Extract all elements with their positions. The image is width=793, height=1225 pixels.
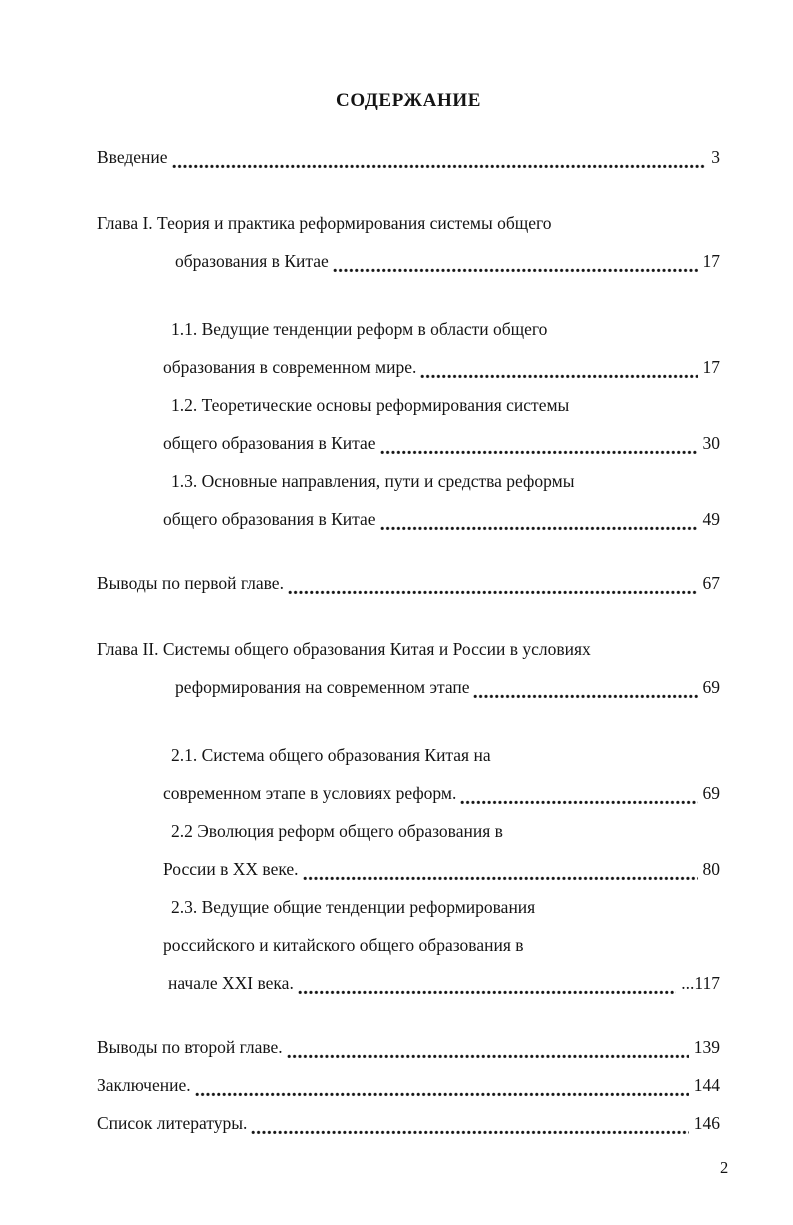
toc-content <box>97 0 720 1142</box>
toc-entry-text: Глава II. Системы общего образования Китая и России в условиях <box>97 639 591 659</box>
footer-page-number: 2 <box>720 1158 729 1177</box>
toc-page-number: 146 <box>693 1113 720 1133</box>
dot-leader <box>333 268 698 273</box>
toc-entry <box>97 1028 720 1066</box>
toc-entry-line <box>97 630 720 668</box>
toc-entry-text: образования в Китае <box>175 251 329 271</box>
toc-page-number: 30 <box>702 433 720 453</box>
toc-entry <box>97 386 720 462</box>
dot-leader <box>303 876 698 881</box>
toc-entry <box>97 888 720 1002</box>
toc-entry-text: общего образования в Китае <box>163 433 376 453</box>
toc-entry-line <box>97 926 720 964</box>
dot-leader <box>460 800 697 805</box>
dot-leader <box>380 526 698 531</box>
toc-page-number: 144 <box>693 1075 720 1095</box>
toc-page-number: 17 <box>702 251 720 271</box>
dot-leader <box>473 694 697 699</box>
toc-entry <box>97 1104 720 1142</box>
toc-entry-text: Выводы по второй главе. <box>97 1037 283 1057</box>
toc-entry-line <box>97 500 720 538</box>
toc-entry-text: 2.2 Эволюция реформ общего образования в <box>171 821 503 841</box>
toc-entry-text: российского и китайского общего образования в <box>163 935 524 955</box>
toc-entry-text: 1.3. Основные направления, пути и средства реформы <box>171 471 575 491</box>
toc-entry-line <box>97 242 720 280</box>
toc-entry-text: Список литературы. <box>97 1113 248 1133</box>
toc-entry-line <box>97 310 720 348</box>
toc-entry-line <box>97 138 720 176</box>
toc-entry <box>97 736 720 812</box>
page-title: СОДЕРЖАНИЕ <box>336 90 481 111</box>
toc-entry-text: современном этапе в условиях реформ. <box>163 783 457 803</box>
toc-entry-text: Введение <box>97 147 168 167</box>
toc-entry-line <box>97 1104 720 1142</box>
toc-entry-text: 2.1. Система общего образования Китая на <box>171 745 491 765</box>
toc-entry-text: Выводы по первой главе. <box>97 573 284 593</box>
toc-page-number: 139 <box>693 1037 720 1057</box>
toc-entry-text: Заключение. <box>97 1075 191 1095</box>
toc-entry-line <box>97 1028 720 1066</box>
dot-leader <box>288 590 698 595</box>
toc-page-number: 69 <box>702 677 720 697</box>
toc-entry-line <box>97 668 720 706</box>
toc-entry <box>97 204 720 280</box>
toc-entry-line <box>97 888 720 926</box>
toc-entry-line <box>97 424 720 462</box>
toc-page-number: 67 <box>702 573 720 593</box>
toc-entry-line <box>97 850 720 888</box>
toc-entry <box>97 310 720 386</box>
dot-leader <box>380 450 698 455</box>
toc-entry-line <box>97 964 720 1002</box>
dot-leader <box>420 374 697 379</box>
toc-entry-line <box>97 348 720 386</box>
toc-entry-line <box>97 386 720 424</box>
dot-leader <box>251 1130 688 1135</box>
toc-entry <box>97 138 720 176</box>
toc-entry-text: 2.3. Ведущие общие тенденции реформирования <box>171 897 536 917</box>
toc-entry-line <box>97 462 720 500</box>
dot-leader <box>195 1092 689 1097</box>
toc-entry-text: России в XX веке. <box>163 859 299 879</box>
toc-entry <box>97 1066 720 1104</box>
dot-leader <box>298 990 676 995</box>
toc-entry-line <box>97 736 720 774</box>
toc-entry <box>97 630 720 706</box>
toc-entry-text: Глава I. Теория и практика реформирования системы общего <box>97 213 552 233</box>
toc-entry-text: общего образования в Китае <box>163 509 376 529</box>
toc-entry-line <box>97 774 720 812</box>
toc-entry <box>97 812 720 888</box>
toc-entry-text: реформирования на современном этапе <box>175 677 470 697</box>
toc-entry-line <box>97 812 720 850</box>
toc-entry <box>97 462 720 538</box>
toc-page-number: 3 <box>711 147 720 167</box>
toc-entry-line <box>97 204 720 242</box>
toc-entry-line <box>97 564 720 602</box>
toc-page-number: 49 <box>702 509 720 529</box>
toc-page-number: 80 <box>702 859 720 879</box>
toc-entry-text: 1.1. Ведущие тенденции реформ в области общего <box>171 319 548 339</box>
toc-entry-line <box>97 1066 720 1104</box>
toc-entry-text: образования в современном мире. <box>163 357 417 377</box>
toc-list <box>97 138 720 1142</box>
toc-entry-text: 1.2. Теоретические основы реформирования системы <box>171 395 570 415</box>
dot-leader <box>172 164 707 169</box>
toc-entry <box>97 564 720 602</box>
toc-page-number: ...117 <box>681 973 720 993</box>
toc-page-number: 69 <box>702 783 720 803</box>
dot-leader <box>287 1054 689 1059</box>
toc-entry-text: начале XXI века. <box>168 973 294 993</box>
toc-page-number: 17 <box>702 357 720 377</box>
